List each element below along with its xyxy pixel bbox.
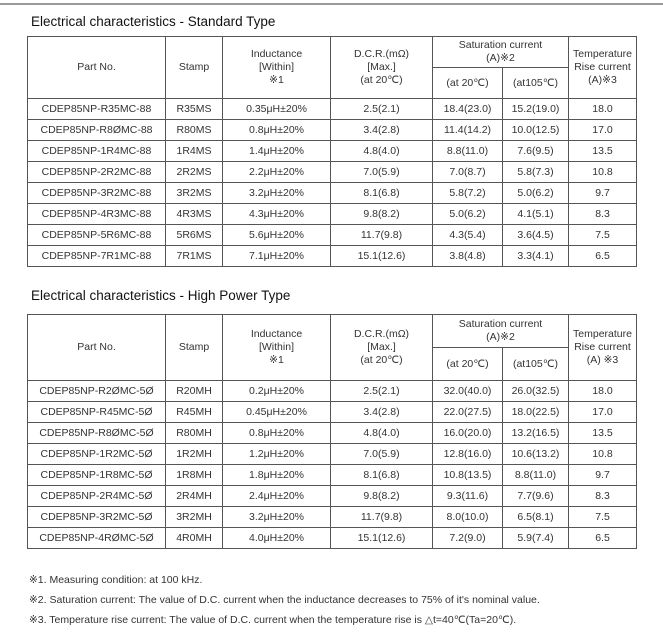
header-saturation-line1: Saturation current	[458, 39, 543, 51]
header-temperature-line1: Temperature	[573, 328, 632, 340]
temp-rise-cell: 7.5	[569, 225, 637, 246]
header-temperature-line2: Rise current	[574, 341, 631, 353]
sat-20c-cell: 22.0(27.5)	[433, 402, 503, 423]
sat-105c-cell: 7.7(9.6)	[503, 486, 569, 507]
inductance-cell: 3.2μH±20%	[223, 507, 331, 528]
header-stamp: Stamp	[166, 37, 223, 99]
header-dcr-line1: D.C.R.(mΩ)	[353, 48, 410, 60]
sat-20c-cell: 8.8(11.0)	[433, 141, 503, 162]
temp-rise-cell: 13.5	[569, 141, 637, 162]
dcr-cell: 4.8(4.0)	[331, 423, 433, 444]
stamp-cell: 3R2MS	[166, 183, 223, 204]
stamp-cell: R80MH	[166, 423, 223, 444]
sat-20c-cell: 4.3(5.4)	[433, 225, 503, 246]
inductance-cell: 7.1μH±20%	[223, 246, 331, 267]
sat-20c-cell: 16.0(20.0)	[433, 423, 503, 444]
sat-20c-cell: 5.0(6.2)	[433, 204, 503, 225]
temp-rise-cell: 13.5	[569, 423, 637, 444]
part-no-cell: CDEP85NP-R45MC-5Ø	[28, 402, 166, 423]
sat-20c-cell: 10.8(13.5)	[433, 465, 503, 486]
inductance-cell: 3.2μH±20%	[223, 183, 331, 204]
inductance-cell: 1.4μH±20%	[223, 141, 331, 162]
stamp-cell: 1R2MH	[166, 444, 223, 465]
table-row	[28, 528, 637, 549]
temp-rise-cell: 17.0	[569, 120, 637, 141]
inductance-cell: 2.4μH±20%	[223, 486, 331, 507]
temp-rise-cell: 6.5	[569, 246, 637, 267]
inductance-cell: 5.6μH±20%	[223, 225, 331, 246]
temp-rise-cell: 9.7	[569, 465, 637, 486]
stamp-cell: 5R6MS	[166, 225, 223, 246]
part-no-cell: CDEP85NP-5R6MC-88	[28, 225, 166, 246]
temp-rise-cell: 8.3	[569, 486, 637, 507]
dcr-cell: 15.1(12.6)	[331, 246, 433, 267]
top-divider	[0, 3, 663, 5]
header-saturation-line2: (A)※2	[486, 52, 515, 64]
sat-105c-cell: 3.3(4.1)	[503, 246, 569, 267]
header-inductance-line3: ※1	[269, 354, 284, 366]
dcr-cell: 7.0(5.9)	[331, 444, 433, 465]
footnotes	[29, 573, 540, 633]
inductance-cell: 4.0μH±20%	[223, 528, 331, 549]
header-dcr	[331, 315, 433, 381]
header-sat-105c: (at105℃)	[503, 348, 569, 381]
dcr-cell: 3.4(2.8)	[331, 120, 433, 141]
part-no-cell: CDEP85NP-4RØMC-5Ø	[28, 528, 166, 549]
inductance-cell: 2.2μH±20%	[223, 162, 331, 183]
header-sat-20c: (at 20℃)	[433, 348, 503, 381]
header-saturation	[433, 37, 569, 68]
header-temperature	[569, 37, 637, 99]
stamp-cell: 2R4MH	[166, 486, 223, 507]
sat-105c-cell: 5.9(7.4)	[503, 528, 569, 549]
table-row	[28, 120, 637, 141]
sat-105c-cell: 10.6(13.2)	[503, 444, 569, 465]
sat-20c-cell: 3.8(4.8)	[433, 246, 503, 267]
stamp-cell: 2R2MS	[166, 162, 223, 183]
sat-105c-cell: 5.0(6.2)	[503, 183, 569, 204]
part-no-cell: CDEP85NP-2R2MC-88	[28, 162, 166, 183]
header-sat-105c: (at105℃)	[503, 68, 569, 99]
inductance-cell: 4.3μH±20%	[223, 204, 331, 225]
header-dcr	[331, 37, 433, 99]
footnote-saturation-current: ※2. Saturation current: The value of D.C. current when the inductance decreases to 75% of it's nominal value.	[29, 594, 540, 606]
high-power-type-title: Electrical characteristics - High Power Type	[31, 288, 291, 303]
stamp-cell: 4R3MS	[166, 204, 223, 225]
header-inductance-line2: [Within]	[258, 61, 294, 73]
table-row	[28, 204, 637, 225]
header-temperature-line1: Temperature	[573, 48, 632, 60]
header-inductance	[223, 37, 331, 99]
sat-20c-cell: 32.0(40.0)	[433, 381, 503, 402]
header-temperature	[569, 315, 637, 381]
part-no-cell: CDEP85NP-R8ØMC-5Ø	[28, 423, 166, 444]
dcr-cell: 9.8(8.2)	[331, 204, 433, 225]
stamp-cell: R80MS	[166, 120, 223, 141]
header-inductance-line2: [Within]	[258, 341, 294, 353]
sat-20c-cell: 5.8(7.2)	[433, 183, 503, 204]
inductance-cell: 1.2μH±20%	[223, 444, 331, 465]
header-dcr-line3: (at 20℃)	[360, 354, 403, 366]
part-no-cell: CDEP85NP-1R4MC-88	[28, 141, 166, 162]
sat-20c-cell: 18.4(23.0)	[433, 99, 503, 120]
inductance-cell: 0.2μH±20%	[223, 381, 331, 402]
sat-105c-cell: 13.2(16.5)	[503, 423, 569, 444]
header-saturation	[433, 315, 569, 348]
table-row	[28, 381, 637, 402]
header-part-no: Part No.	[28, 37, 166, 99]
header-temperature-line2: Rise current	[574, 61, 631, 73]
dcr-cell: 4.8(4.0)	[331, 141, 433, 162]
header-temperature-line3: (A)※3	[588, 74, 617, 86]
part-no-cell: CDEP85NP-3R2MC-88	[28, 183, 166, 204]
table-row	[28, 507, 637, 528]
sat-105c-cell: 10.0(12.5)	[503, 120, 569, 141]
part-no-cell: CDEP85NP-R2ØMC-5Ø	[28, 381, 166, 402]
header-saturation-line2: (A)※2	[486, 331, 515, 343]
temp-rise-cell: 18.0	[569, 381, 637, 402]
sat-105c-cell: 7.6(9.5)	[503, 141, 569, 162]
dcr-cell: 11.7(9.8)	[331, 507, 433, 528]
table-row	[28, 162, 637, 183]
high-power-type-table	[27, 314, 637, 549]
temp-rise-cell: 18.0	[569, 99, 637, 120]
table-row	[28, 423, 637, 444]
header-inductance-line3: ※1	[269, 74, 284, 86]
header-inductance-line1: Inductance	[250, 328, 303, 340]
part-no-cell: CDEP85NP-R35MC-88	[28, 99, 166, 120]
header-sat-20c: (at 20℃)	[433, 68, 503, 99]
table-row	[28, 225, 637, 246]
temp-rise-cell: 17.0	[569, 402, 637, 423]
part-no-cell: CDEP85NP-1R8MC-5Ø	[28, 465, 166, 486]
part-no-cell: CDEP85NP-3R2MC-5Ø	[28, 507, 166, 528]
table-row	[28, 465, 637, 486]
footnote-temperature-rise: ※3. Temperature rise current: The value of D.C. current when the temperature rise is △t=40℃(Ta=20℃).	[29, 614, 517, 626]
temp-rise-cell: 10.8	[569, 444, 637, 465]
dcr-cell: 9.8(8.2)	[331, 486, 433, 507]
inductance-cell: 0.45μH±20%	[223, 402, 331, 423]
inductance-cell: 1.8μH±20%	[223, 465, 331, 486]
temp-rise-cell: 8.3	[569, 204, 637, 225]
stamp-cell: R35MS	[166, 99, 223, 120]
sat-20c-cell: 9.3(11.6)	[433, 486, 503, 507]
part-no-cell: CDEP85NP-R8ØMC-88	[28, 120, 166, 141]
header-temperature-line3: (A) ※3	[586, 354, 619, 366]
inductance-cell: 0.8μH±20%	[223, 423, 331, 444]
header-inductance	[223, 315, 331, 381]
inductance-cell: 0.35μH±20%	[223, 99, 331, 120]
table-row	[28, 183, 637, 204]
header-dcr-line1: D.C.R.(mΩ)	[353, 328, 410, 340]
temp-rise-cell: 10.8	[569, 162, 637, 183]
header-saturation-line1: Saturation current	[458, 318, 543, 330]
header-dcr-line3: (at 20℃)	[360, 74, 403, 86]
dcr-cell: 8.1(6.8)	[331, 465, 433, 486]
dcr-cell: 8.1(6.8)	[331, 183, 433, 204]
sat-20c-cell: 8.0(10.0)	[433, 507, 503, 528]
sat-105c-cell: 6.5(8.1)	[503, 507, 569, 528]
part-no-cell: CDEP85NP-7R1MC-88	[28, 246, 166, 267]
dcr-cell: 2.5(2.1)	[331, 99, 433, 120]
table-row	[28, 444, 637, 465]
table-row	[28, 486, 637, 507]
dcr-cell: 7.0(5.9)	[331, 162, 433, 183]
stamp-cell: R45MH	[166, 402, 223, 423]
standard-type-title: Electrical characteristics - Standard Type	[31, 14, 276, 29]
temp-rise-cell: 9.7	[569, 183, 637, 204]
temp-rise-cell: 6.5	[569, 528, 637, 549]
header-dcr-line2: [Max.]	[367, 61, 396, 73]
sat-105c-cell: 8.8(11.0)	[503, 465, 569, 486]
stamp-cell: 4R0MH	[166, 528, 223, 549]
stamp-cell: 1R8MH	[166, 465, 223, 486]
stamp-cell: 3R2MH	[166, 507, 223, 528]
dcr-cell: 2.5(2.1)	[331, 381, 433, 402]
sat-20c-cell: 7.0(8.7)	[433, 162, 503, 183]
table-row	[28, 246, 637, 267]
standard-type-table	[27, 36, 637, 267]
sat-20c-cell: 11.4(14.2)	[433, 120, 503, 141]
part-no-cell: CDEP85NP-1R2MC-5Ø	[28, 444, 166, 465]
sat-105c-cell: 3.6(4.5)	[503, 225, 569, 246]
part-no-cell: CDEP85NP-4R3MC-88	[28, 204, 166, 225]
header-dcr-line2: [Max.]	[367, 341, 396, 353]
header-part-no: Part No.	[28, 315, 166, 381]
stamp-cell: R20MH	[166, 381, 223, 402]
header-stamp: Stamp	[166, 315, 223, 381]
table-row	[28, 99, 637, 120]
sat-105c-cell: 26.0(32.5)	[503, 381, 569, 402]
header-inductance-line1: Inductance	[250, 48, 303, 60]
temp-rise-cell: 7.5	[569, 507, 637, 528]
table-row	[28, 402, 637, 423]
dcr-cell: 11.7(9.8)	[331, 225, 433, 246]
sat-20c-cell: 7.2(9.0)	[433, 528, 503, 549]
part-no-cell: CDEP85NP-2R4MC-5Ø	[28, 486, 166, 507]
dcr-cell: 3.4(2.8)	[331, 402, 433, 423]
sat-105c-cell: 18.0(22.5)	[503, 402, 569, 423]
sat-20c-cell: 12.8(16.0)	[433, 444, 503, 465]
stamp-cell: 7R1MS	[166, 246, 223, 267]
stamp-cell: 1R4MS	[166, 141, 223, 162]
inductance-cell: 0.8μH±20%	[223, 120, 331, 141]
sat-105c-cell: 4.1(5.1)	[503, 204, 569, 225]
sat-105c-cell: 5.8(7.3)	[503, 162, 569, 183]
sat-105c-cell: 15.2(19.0)	[503, 99, 569, 120]
dcr-cell: 15.1(12.6)	[331, 528, 433, 549]
table-row	[28, 141, 637, 162]
footnote-measuring-condition: ※1. Measuring condition: at 100 kHz.	[29, 574, 203, 586]
